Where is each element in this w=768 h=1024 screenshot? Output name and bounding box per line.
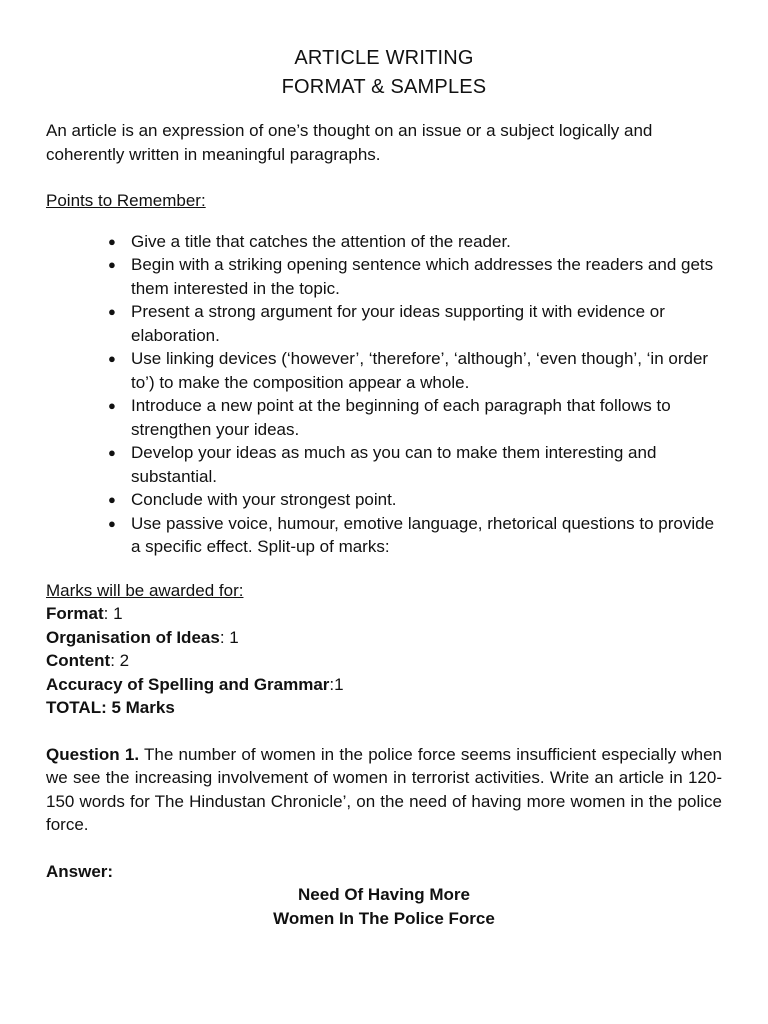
point-text: Introduce a new point at the beginning of each paragraph that follows to strengthen your ideas.: [131, 396, 671, 439]
marks-row-organisation: [46, 626, 722, 650]
list-item: [46, 441, 722, 488]
point-text: Begin with a striking opening sentence which addresses the readers and gets them interested in the topic.: [131, 255, 714, 298]
document-page: [46, 44, 722, 930]
points-heading: Points to Remember:: [46, 191, 206, 210]
bullet-icon: ●: [108, 398, 116, 413]
list-item: [46, 347, 722, 394]
bullet-icon: ●: [108, 304, 116, 319]
list-item: [46, 253, 722, 300]
bullet-icon: ●: [108, 445, 116, 460]
answer-label: Answer:: [46, 861, 114, 881]
title-line-1: ARTICLE WRITING: [294, 47, 474, 69]
marks-block: [46, 579, 722, 720]
point-text: Present a strong argument for your ideas supporting it with evidence or elaboration.: [131, 302, 665, 345]
point-text: Give a title that catches the attention of the reader.: [131, 231, 511, 251]
marks-label: Organisation of Ideas: [46, 627, 220, 647]
marks-value: : 1: [219, 627, 239, 647]
marks-total: TOTAL: 5 Marks: [46, 698, 175, 717]
bullet-icon: ●: [108, 257, 116, 272]
marks-value: :1: [329, 674, 344, 694]
bullet-icon: ●: [108, 492, 116, 507]
answer-title-line-2: Women In The Police Force: [273, 908, 495, 928]
points-list: [46, 230, 722, 559]
list-item: [46, 394, 722, 441]
answer-title-line-1: Need Of Having More: [298, 885, 470, 904]
point-text: Use linking devices (‘however’, ‘therefore’, ‘although’, ‘even though’, ‘in order to’) to make the composition appear a whole.: [131, 349, 709, 392]
bullet-icon: ●: [108, 351, 116, 366]
intro-paragraph: An article is an expression of one’s thought on an issue or a subject logically and coherently written in meaningful paragraphs.: [46, 121, 653, 164]
marks-row-format: [46, 602, 722, 626]
marks-row-accuracy: [46, 673, 722, 697]
question-paragraph: [46, 743, 722, 837]
marks-label: Content: [46, 651, 111, 670]
bullet-icon: ●: [108, 233, 116, 249]
point-text: Conclude with your strongest point.: [131, 490, 397, 509]
marks-heading: Marks will be awarded for:: [46, 580, 244, 600]
list-item: [46, 230, 722, 254]
point-text: Develop your ideas as much as you can to make them interesting and substantial.: [131, 443, 657, 486]
question-text: The number of women in the police force seems insufficient especially when we see the increasing involvement of women in terrorist activities. Write an article in 120-150 words for The Hindustan Chronicle’, on the need of having more women in the police force.: [46, 744, 722, 834]
marks-label: Format: [46, 604, 104, 623]
list-item: [46, 512, 722, 559]
bullet-icon: ●: [108, 515, 116, 531]
marks-value: : 1: [103, 604, 123, 623]
title-line-2: FORMAT & SAMPLES: [281, 76, 487, 98]
list-item: [46, 488, 722, 512]
point-text: Use passive voice, humour, emotive language, rhetorical questions to provide a specific effect. Split-up of marks:: [131, 513, 715, 556]
marks-label: Accuracy of Spelling and Grammar: [46, 674, 330, 694]
question-label: Question 1.: [46, 744, 140, 764]
marks-row-content: [46, 649, 722, 673]
marks-value: : 2: [110, 651, 130, 670]
list-item: [46, 300, 722, 347]
